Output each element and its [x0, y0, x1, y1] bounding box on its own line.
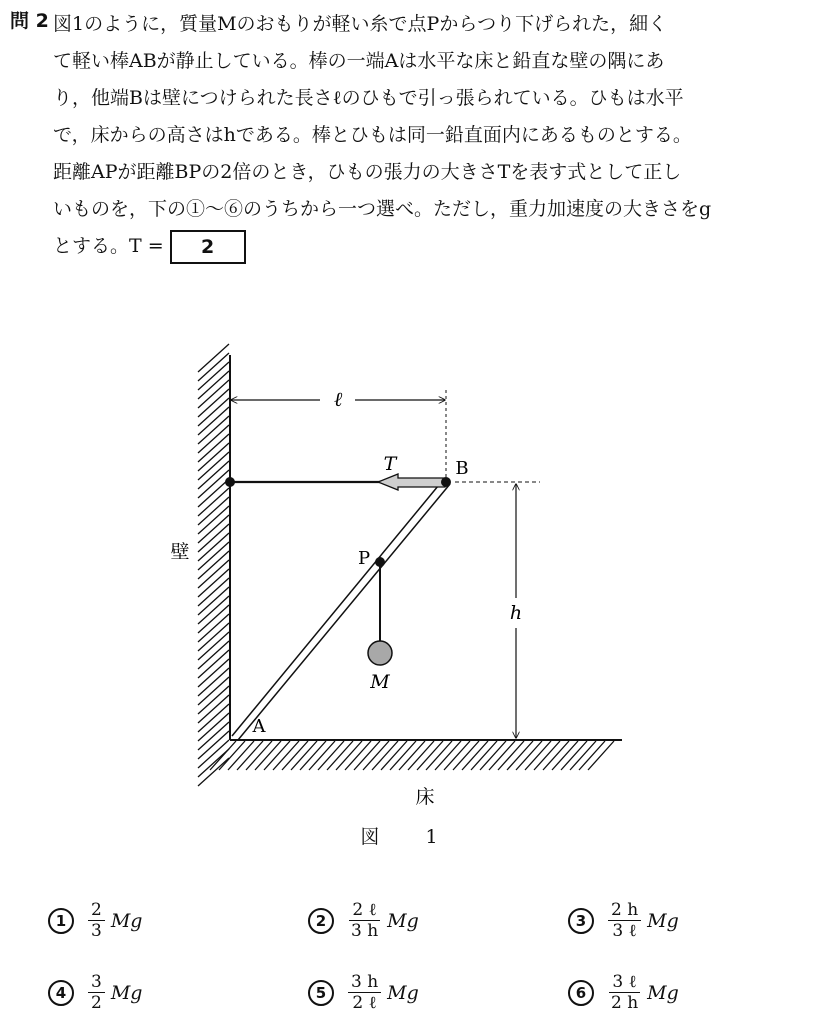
- point-b: [441, 477, 451, 487]
- question-last-line: [53, 228, 805, 265]
- floor-label: 床: [415, 786, 435, 808]
- denominator: 2: [91, 993, 102, 1013]
- label-b: B: [455, 458, 469, 479]
- mg-term: Mg: [387, 909, 419, 932]
- denominator: 3 h: [351, 921, 379, 941]
- choice-2[interactable]: [308, 900, 419, 941]
- tension-label: T: [383, 453, 397, 475]
- numerator: 3: [88, 972, 105, 993]
- choice-6[interactable]: [568, 972, 679, 1013]
- fraction: [88, 900, 105, 941]
- answer-box[interactable]: 2: [170, 230, 246, 264]
- tension-arrow: [378, 474, 445, 490]
- fraction: [608, 900, 641, 941]
- question-line: 距離APが距離BPの2倍のとき，ひもの張力の大きさTを表す式として正し: [53, 161, 682, 183]
- fraction: [608, 972, 641, 1013]
- choice-1[interactable]: [48, 900, 142, 941]
- choice-number: 4: [48, 980, 74, 1006]
- mass-label: M: [370, 671, 390, 693]
- choice-3[interactable]: [568, 900, 679, 941]
- question-line: いものを，下の①～⑥のうちから一つ選べ。ただし，重力加速度の大きさをg: [53, 198, 712, 220]
- denominator: 3 ℓ: [612, 921, 637, 941]
- denominator: 3: [91, 921, 102, 941]
- fraction: [88, 972, 105, 1013]
- fraction: [348, 900, 381, 941]
- question-line: り，他端Bは壁につけられた長さℓのひもで引っ張られている。ひもは水平: [53, 87, 684, 109]
- numerator: 3 h: [348, 972, 381, 993]
- denominator: 2 ℓ: [352, 993, 377, 1013]
- choice-number: 2: [308, 908, 334, 934]
- string-anchor-point: [225, 477, 235, 487]
- mg-term: Mg: [647, 981, 679, 1004]
- numerator: 2: [88, 900, 105, 921]
- figure-diagram: [0, 340, 818, 820]
- label-a: A: [252, 716, 266, 737]
- mg-term: Mg: [647, 909, 679, 932]
- choice-number: 3: [568, 908, 594, 934]
- mass-weight: [368, 641, 392, 665]
- ell-label: ℓ: [333, 387, 343, 411]
- question-number: 問 2: [10, 10, 49, 32]
- mg-term: Mg: [387, 981, 419, 1004]
- choice-5[interactable]: [308, 972, 419, 1013]
- question-text: [53, 6, 805, 265]
- figure-caption: 図 1: [360, 826, 458, 848]
- choice-number: 1: [48, 908, 74, 934]
- h-label: h: [509, 602, 523, 624]
- answer-prompt: とする。T =: [53, 235, 164, 257]
- label-p: P: [357, 548, 371, 569]
- mg-term: Mg: [110, 981, 143, 1004]
- question-line: 図1のように，質量Mのおもりが軽い糸で点Pからつり下げられた，細く: [53, 13, 668, 35]
- floor-hatching: [210, 741, 614, 770]
- rod-edge: [238, 484, 450, 740]
- rod-edge: [232, 480, 443, 736]
- question-line: て軽い棒ABが静止している。棒の一端Aは水平な床と鉛直な壁の隅にあ: [53, 50, 665, 72]
- numerator: 3 ℓ: [609, 972, 639, 993]
- denominator: 2 h: [611, 993, 639, 1013]
- numerator: 2 h: [608, 900, 641, 921]
- choice-4[interactable]: [48, 972, 142, 1013]
- wall-label: 壁: [170, 541, 190, 563]
- choice-number: 5: [308, 980, 334, 1006]
- question-line: で，床からの高さはhである。棒とひもは同一鉛直面内にあるものとする。: [53, 124, 692, 146]
- wall-hatching: [198, 344, 229, 786]
- fraction: [348, 972, 381, 1013]
- choice-number: 6: [568, 980, 594, 1006]
- mg-term: Mg: [110, 909, 143, 932]
- numerator: 2 ℓ: [349, 900, 379, 921]
